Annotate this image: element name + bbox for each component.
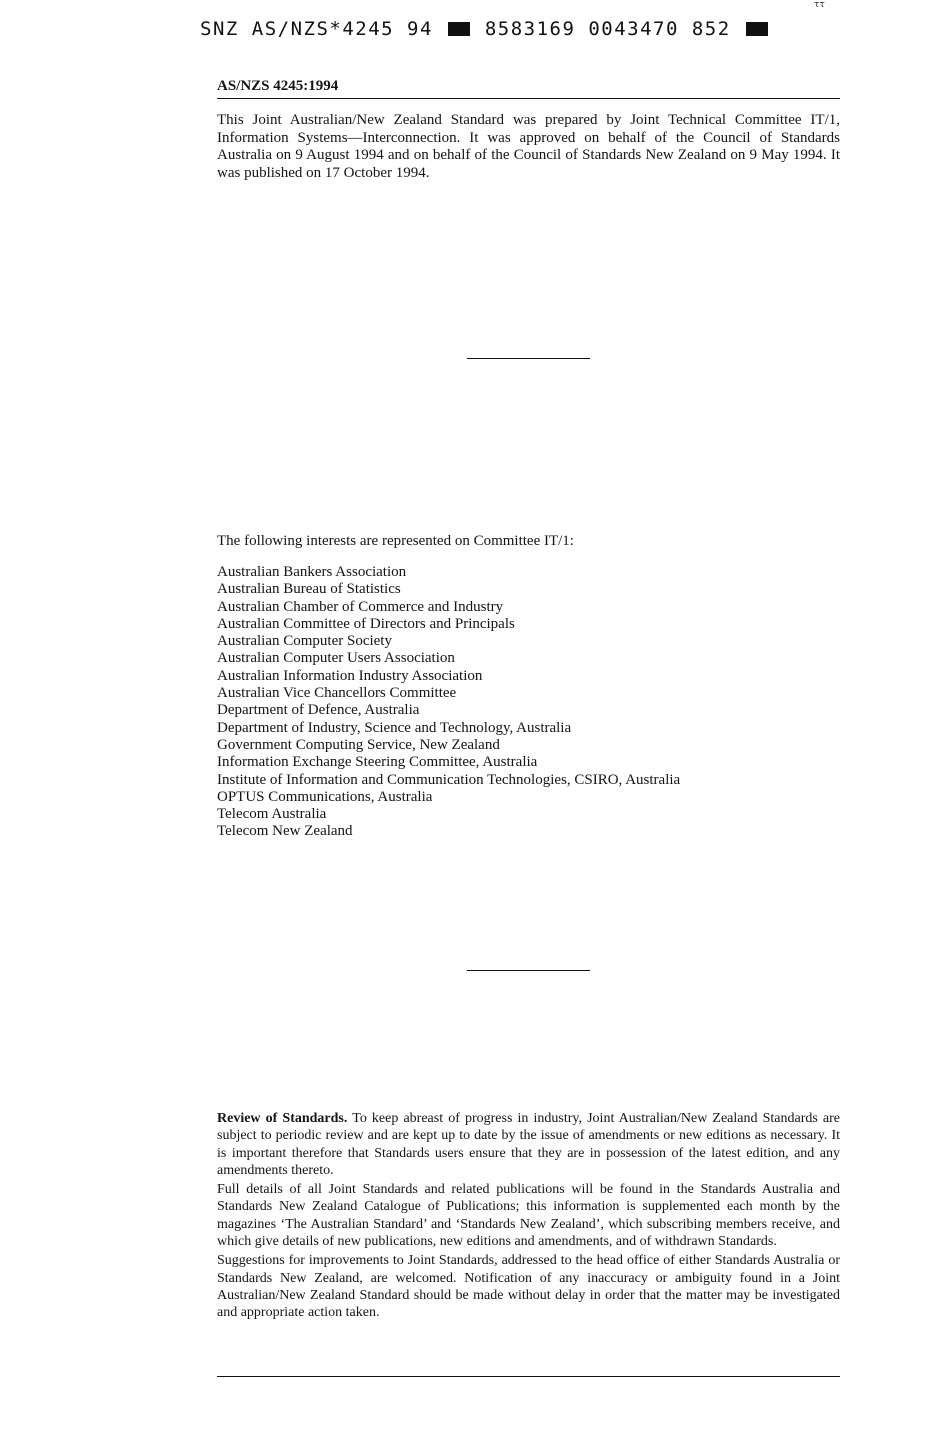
review-paragraph-3: Suggestions for improvements to Joint Standards, addressed to the head office of either Standards Australia or Standards New Zealand, are welcomed. Notification of any inaccuracy or ambiguity found in a Joint Australian/New Zealand Standard should be made without delay in order that the matter may be investigated and appropriate action taken. <box>217 1253 840 1321</box>
list-item: Government Computing Service, New Zealand <box>217 736 500 753</box>
list-item: Australian Committee of Directors and Principals <box>217 615 515 632</box>
review-section <box>217 1110 840 1324</box>
list-item: Australian Bankers Association <box>217 564 407 580</box>
list-item: Australian Bureau of Statistics <box>217 581 401 598</box>
review-text-1: To keep abreast of progress in industry, Joint Australian/New Zealand Standards are subject to periodic review and are kept up to date by the issue of amendments or new editions as necessary. It is important therefore that Standards users ensure that they are in possession of the latest edition, and any amendments thereto. <box>217 1111 841 1178</box>
list-item: Telecom Australia <box>217 806 327 823</box>
section-divider <box>467 970 590 971</box>
list-item: Department of Defence, Australia <box>217 702 420 719</box>
footer-rule <box>217 1376 840 1377</box>
list-item: Department of Industry, Science and Technology, Australia <box>217 719 572 736</box>
intro-paragraph: This Joint Australian/New Zealand Standard was prepared by Joint Technical Committee IT/1, Information Systems—Interconnection. It was approved on behalf of the Council of Standards Australia on 9 August 1994 and on behalf of the Council of Standards New Zealand on 9 May 1994. It was published on 17 October 1994. <box>217 112 840 181</box>
review-paragraph-1 <box>217 1110 840 1179</box>
scan-header-code: SNZ AS/NZS*4245 94 <box>200 18 433 40</box>
header-rule <box>217 98 840 99</box>
scan-header-number: 8583169 0043470 852 <box>484 18 731 40</box>
list-item: Australian Computer Users Association <box>217 650 455 667</box>
list-item: Information Exchange Steering Committee, Australia <box>217 754 538 771</box>
document-id: AS/NZS 4245:1994 <box>217 78 339 94</box>
list-item: Telecom New Zealand <box>217 823 353 840</box>
review-paragraph-2: Full details of all Joint Standards and related publications will be found in the Standards Australia and Standards New Zealand Catalogue of Publications; this information is supplemented each month by the magazines ‘The Australian Standard’ and ‘Standards New Zealand’, which subscribing members receive, and which give details of new publications, new editions and amendments, and of withdrawn Standards. <box>217 1182 840 1250</box>
list-item: Australian Chamber of Commerce and Industry <box>217 598 504 615</box>
interests-heading: The following interests are represented on Committee IT/1: <box>217 533 574 549</box>
list-item: Australian Information Industry Association <box>217 667 483 684</box>
redaction-block-icon <box>448 22 470 36</box>
list-item: Institute of Information and Communication Technologies, CSIRO, Australia <box>217 771 681 788</box>
list-item: Australian Vice Chancellors Committee <box>217 685 457 702</box>
redaction-block-icon <box>746 22 768 36</box>
list-item: OPTUS Communications, Australia <box>217 788 433 805</box>
scan-header <box>200 18 770 40</box>
interests-list <box>217 564 680 841</box>
review-heading: Review of Standards. <box>217 1111 348 1126</box>
list-item: Australian Computer Society <box>217 633 392 650</box>
section-divider <box>467 358 590 359</box>
corner-mark: ττ <box>814 0 825 10</box>
